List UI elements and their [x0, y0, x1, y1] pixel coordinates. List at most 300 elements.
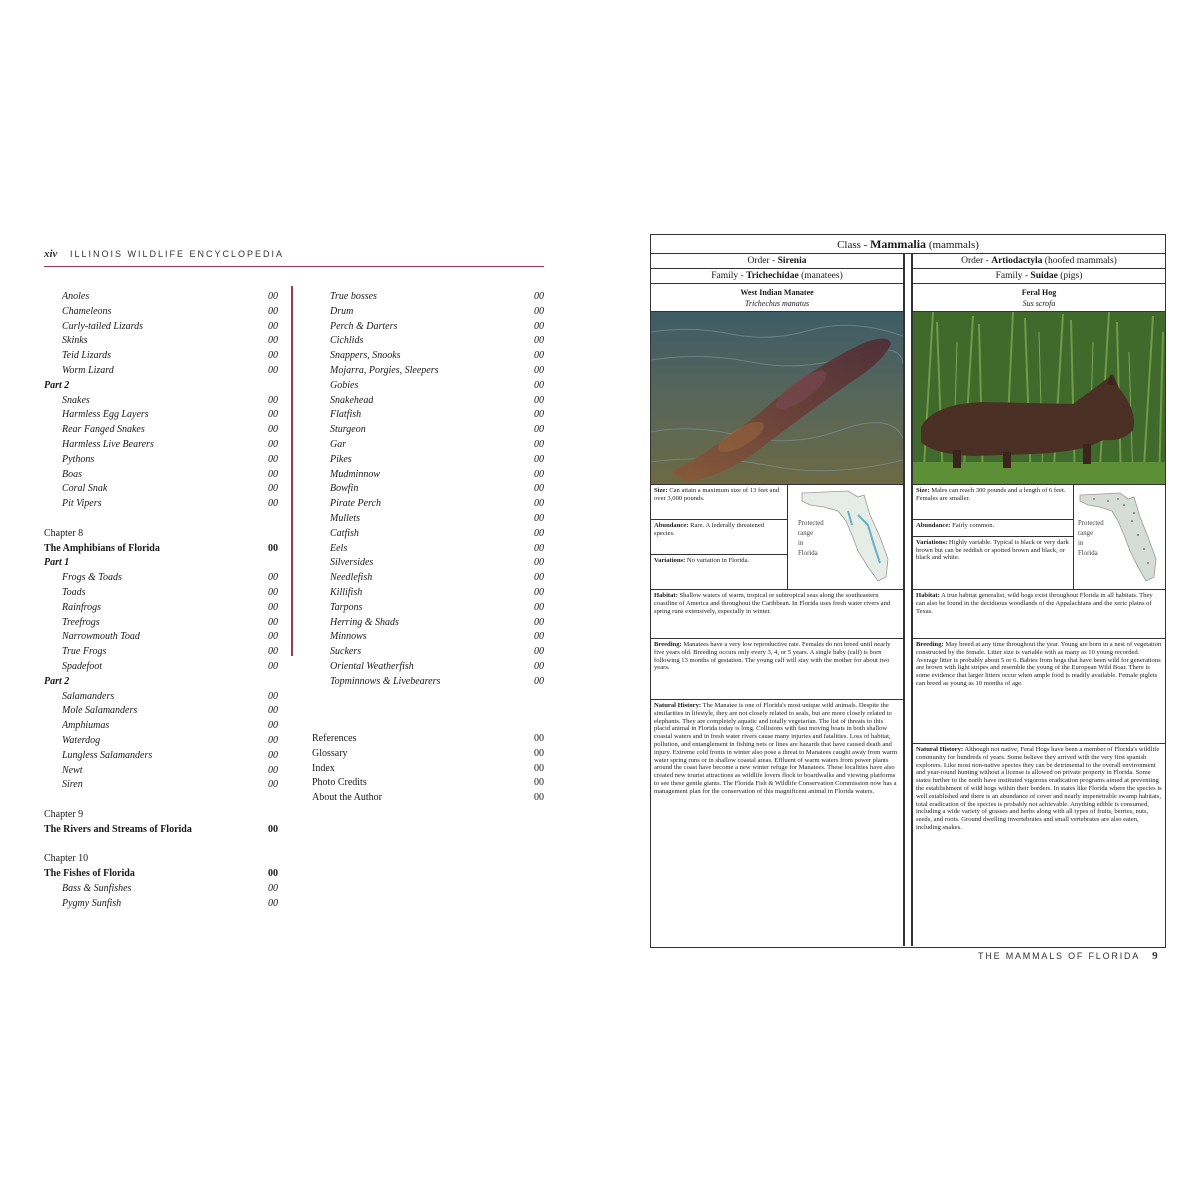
toc-entry-title: Mole Salamanders — [62, 705, 138, 717]
toc-entry-title: Salamanders — [62, 690, 115, 702]
toc-page-number: 00 — [268, 498, 278, 510]
toc-entry — [44, 601, 278, 616]
toc-page-number: 00 — [268, 572, 278, 584]
common-name: West Indian Manatee — [740, 288, 814, 297]
toc-entry-title: Treefrogs — [62, 616, 100, 628]
toc-entry — [44, 586, 278, 601]
toc-entry — [44, 305, 278, 320]
family-prefix: Family - — [995, 271, 1031, 281]
toc-entry-title: Glossary — [312, 747, 348, 759]
toc-column-3 — [312, 732, 544, 806]
toc-chapter-label — [44, 852, 278, 867]
toc-entry — [312, 542, 544, 557]
natural-history-section — [913, 744, 1165, 934]
toc-entry-title: Pit Vipers — [62, 498, 102, 510]
toc-entry — [44, 630, 278, 645]
toc-page-number: 00 — [534, 468, 544, 480]
natural-history-text: Although not native, Feral Hogs have been a member of Florida's wildlife community for hundreds of years. Some believe they arrived with the very first spanish explorers. Like most non-native species they can be detrimental to the overall environment and year-round hunting without a license is allowed on private property in Florida. Some states further to the north have instituted vigorous eradication programs aimed at preventing the establishment of wild hogs within their borders. In states like Florida where the species is well established and there is an abundance of cover and nearly impenetrable swamp habitats, total eradication of the species is probably not achievable. Anything edible is consumed, including a wide variety of grasses and herbs along with all types of fruits, berries, nuts, seeds, and roots. Ground dwelling invertebrates and small vertebrates are also eaten, including snakes. — [916, 746, 1162, 831]
toc-entry — [44, 364, 278, 379]
toc-entry-title: The Amphibians of Florida — [44, 542, 160, 554]
toc-page-number: 00 — [268, 586, 278, 598]
toc-entry — [44, 778, 278, 793]
species-column-manatee — [651, 254, 904, 946]
common-name: Feral Hog — [1021, 288, 1057, 297]
toc-entry — [312, 747, 544, 762]
breeding-section — [913, 639, 1165, 744]
running-header-left — [44, 248, 544, 267]
toc-entry-title: Part 2 — [44, 379, 70, 391]
family-common: (pigs) — [1057, 271, 1083, 281]
breeding-section — [651, 639, 903, 700]
range-map — [788, 485, 903, 589]
toc-entry-title: Bass & Sunfishes — [62, 882, 132, 894]
breeding-text: Manatees have a very low reproductive rate. Females do not breed until nearly five years old. Breeding occurs only every 3, 4, or 5 years. A single baby (calf) is born following 13 months of gestation. The young calf will stay with the mother for about two years. — [654, 641, 891, 672]
toc-entry-title: Newt — [62, 764, 83, 776]
toc-entry-title: Gobies — [330, 379, 359, 391]
toc-entry — [312, 732, 544, 747]
toc-page-number: 00 — [534, 675, 544, 687]
toc-entry-title: The Fishes of Florida — [44, 868, 135, 880]
toc-entry — [44, 334, 278, 349]
toc-entry — [44, 690, 278, 705]
toc-entry-title: Snakes — [62, 394, 90, 406]
toc-page-number: 00 — [268, 882, 278, 894]
toc-page-number: 00 — [534, 512, 544, 524]
size-label: Size: — [654, 487, 668, 494]
toc-entry-title: Amphiumas — [62, 720, 110, 732]
toc-page-number: 00 — [268, 734, 278, 746]
toc-entry-title: Mojarra, Porgies, Sleepers — [330, 364, 439, 376]
abundance-text: Fairly common. — [950, 522, 995, 529]
toc-entry-title: Lungless Salamanders — [62, 749, 153, 761]
class-prefix: Class - — [837, 239, 871, 251]
toc-entry — [44, 660, 278, 675]
toc-page-number: 00 — [534, 631, 544, 643]
toc-page-number: 00 — [534, 586, 544, 598]
toc-page-number: 00 — [268, 616, 278, 628]
toc-part-heading — [44, 379, 278, 394]
toc-entry — [312, 571, 544, 586]
toc-page-number: 00 — [534, 777, 544, 789]
family-common: (manatees) — [798, 271, 843, 281]
size-text: Males can reach 300 pounds and a length of 6 feet. Females are smaller. — [916, 487, 1066, 502]
toc-page-number: 00 — [534, 792, 544, 804]
toc-entry — [312, 349, 544, 364]
family-row — [651, 269, 903, 284]
toc-entry-title: Toads — [62, 586, 86, 598]
toc-entry-title: Silversides — [330, 557, 374, 569]
toc-entry — [44, 764, 278, 779]
family-name: Trichechidae — [746, 271, 799, 281]
toc-page-number: 00 — [268, 779, 278, 791]
size-label: Size: — [916, 487, 930, 494]
breeding-label: Breeding: — [654, 641, 682, 648]
toc-entry — [44, 482, 278, 497]
toc-spacer — [44, 512, 278, 527]
toc-page-number: 00 — [268, 690, 278, 702]
manatee-photo — [651, 312, 903, 485]
toc-entry-title: Siren — [62, 779, 83, 791]
toc-entry-title: Drum — [330, 305, 354, 317]
toc-entry — [44, 719, 278, 734]
toc-entry — [44, 734, 278, 749]
toc-chapter-label — [44, 527, 278, 542]
toc-entry — [312, 379, 544, 394]
toc-column-2 — [312, 290, 544, 690]
natural-history-section — [651, 700, 903, 930]
toc-column-1 — [44, 290, 278, 911]
toc-entry-title: Needlefish — [330, 572, 373, 584]
toc-entry-title: Oriental Weatherfish — [330, 660, 414, 672]
toc-spacer — [44, 837, 278, 852]
toc-page-number: 00 — [268, 350, 278, 362]
toc-entry-title: Part 2 — [44, 675, 70, 687]
toc-page-number: 00 — [268, 409, 278, 421]
toc-entry-title: Flatfish — [330, 409, 362, 421]
facts-block — [651, 485, 903, 590]
toc-entry-title: True bosses — [330, 291, 377, 302]
family-prefix: Family - — [711, 271, 747, 281]
toc-entry — [312, 334, 544, 349]
species-name-box — [913, 284, 1165, 312]
toc-part-heading — [44, 675, 278, 690]
order-row — [913, 254, 1165, 269]
column-divider — [904, 254, 912, 946]
toc-entry — [312, 408, 544, 423]
toc-entry — [312, 438, 544, 453]
toc-page-number: 00 — [268, 720, 278, 732]
species-column-feral-hog — [912, 254, 1165, 946]
toc-entry — [44, 290, 278, 305]
natural-history-label: Natural History: — [654, 702, 702, 709]
variations-label: Variations: — [654, 557, 686, 564]
toc-part-heading — [44, 556, 278, 571]
toc-entry — [312, 630, 544, 645]
toc-entry — [44, 320, 278, 335]
toc-chapter-label — [44, 808, 278, 823]
order-common: (hoofed mammals) — [1042, 256, 1117, 266]
abundance-label: Abundance: — [654, 522, 689, 529]
toc-entry — [312, 586, 544, 601]
toc-chapter-title — [44, 823, 278, 838]
toc-page-number: 00 — [534, 616, 544, 628]
toc-entry-title: Perch & Darters — [330, 320, 398, 332]
toc-entry — [312, 660, 544, 675]
toc-page-number: 00 — [534, 335, 544, 347]
toc-page-number: 00 — [268, 424, 278, 436]
toc-entry — [312, 290, 544, 305]
toc-entry-title: Herring & Shads — [330, 616, 399, 628]
toc-entry — [312, 675, 544, 690]
toc-entry — [312, 497, 544, 512]
toc-page-number: 00 — [268, 291, 278, 302]
toc-page-number: 00 — [534, 483, 544, 495]
toc-entry — [44, 468, 278, 483]
feral-hog-photo — [913, 312, 1165, 485]
toc-entry-title: Snappers, Snooks — [330, 350, 401, 362]
toc-page-number: 00 — [268, 705, 278, 717]
toc-entry-title: Index — [312, 762, 335, 774]
map-caption-line: Florida — [1078, 550, 1098, 557]
toc-entry-title: True Frogs — [62, 646, 107, 658]
toc-entry-title: Gar — [330, 438, 347, 450]
toc-entry-title: Narrowmouth Toad — [62, 631, 140, 643]
toc-page-number: 00 — [268, 601, 278, 613]
variations-text: Highly variable. Typical is black or very dark brown but can be reddish or spotted brown and black, or black and white. — [916, 539, 1069, 562]
toc-page-number: 00 — [268, 749, 278, 761]
variations-label: Variations: — [916, 539, 948, 546]
toc-entry-title: Killifish — [330, 586, 363, 598]
toc-entry — [312, 453, 544, 468]
toc-entry-title: Chapter 8 — [44, 527, 84, 539]
scientific-name: Trichechus manatus — [744, 299, 810, 308]
toc-entry-title: Harmless Live Bearers — [62, 438, 154, 450]
toc-page-number: 00 — [534, 379, 544, 391]
toc-entry-title: Harmless Egg Layers — [62, 409, 149, 421]
toc-entry-title: Pygmy Sunfish — [62, 897, 122, 909]
toc-entry — [312, 320, 544, 335]
toc-entry — [312, 601, 544, 616]
toc-entry — [312, 527, 544, 542]
toc-page-number: 00 — [534, 291, 544, 302]
map-caption-line: in — [798, 540, 804, 547]
map-caption — [1078, 519, 1104, 559]
toc-page-number: 00 — [268, 438, 278, 450]
toc-entry — [312, 556, 544, 571]
toc-entry — [312, 364, 544, 379]
toc-page-number: 00 — [268, 320, 278, 332]
class-heading — [651, 235, 1165, 254]
habitat-section — [651, 590, 903, 639]
page-number-left: xiv — [44, 248, 58, 260]
toc-entry — [312, 616, 544, 631]
toc-spacer — [44, 793, 278, 808]
facts-block — [913, 485, 1165, 590]
range-map — [1074, 485, 1165, 589]
toc-page-number: 00 — [534, 305, 544, 317]
abundance-fact — [651, 520, 787, 555]
order-prefix: Order - — [747, 256, 778, 266]
toc-entry — [44, 453, 278, 468]
map-caption-line: Florida — [798, 550, 818, 557]
toc-entry — [312, 305, 544, 320]
toc-entry-title: Suckers — [330, 646, 362, 658]
family-row — [913, 269, 1165, 284]
scientific-name: Sus scrofa — [1022, 299, 1056, 308]
toc-entry-title: Photo Credits — [312, 777, 367, 789]
toc-entry-title: Curly-tailed Lizards — [62, 320, 144, 332]
toc-entry — [312, 394, 544, 409]
size-fact — [913, 485, 1073, 520]
toc-page-number: 00 — [534, 733, 544, 744]
toc-page-number: 00 — [534, 572, 544, 584]
toc-page-number: 00 — [534, 747, 544, 759]
map-caption-line: Protected — [1078, 520, 1104, 527]
habitat-text: A true habitat generalist, wild hogs exist throughout Florida in all habitats. They can also be found in the deciduous woodlands of the Appalachians and the xeric plains of Texas. — [916, 592, 1153, 615]
toc-page-number: 00 — [268, 453, 278, 465]
order-row — [651, 254, 903, 269]
toc-page-number: 00 — [268, 868, 278, 880]
toc-entry — [312, 645, 544, 660]
toc-entry-title: Teid Lizards — [62, 350, 112, 362]
order-prefix: Order - — [961, 256, 992, 266]
toc-entry-title: Chapter 9 — [44, 808, 84, 820]
toc-entry — [44, 394, 278, 409]
toc-entry-title: Chapter 10 — [44, 853, 89, 865]
running-head-title: ILLINOIS WILDLIFE ENCYCLOPEDIA — [69, 249, 285, 259]
toc-entry-title: Catfish — [330, 527, 359, 539]
toc-page-number: 00 — [268, 823, 278, 835]
toc-page-number: 00 — [534, 542, 544, 554]
toc-entry — [312, 762, 544, 777]
toc-page-number: 00 — [534, 350, 544, 362]
toc-page-number: 00 — [268, 660, 278, 672]
toc-entry — [312, 423, 544, 438]
footer-title: THE MAMMALS OF FLORIDA — [978, 951, 1141, 961]
map-caption-line: range — [1078, 530, 1094, 537]
map-caption-line: range — [798, 530, 814, 537]
toc-page-number: 00 — [268, 542, 278, 554]
toc-entry — [44, 438, 278, 453]
toc-page-number: 00 — [268, 468, 278, 480]
toc-entry-title: Bowfin — [330, 483, 359, 495]
toc-entry — [44, 645, 278, 660]
natural-history-text: The Manatee is one of Florida's most unique wild animals. Despite the similarities in lifestyle, they are not closely related to seals, but are more closely related to elephants. They are completely aquatic and totally vegetarian. The list of threats to this placid animal in Florida today is long. Collisions with fast moving boats in both shallow coastal waters and in fresh water rivers cause many injuries and fatalities. Loss of habitat, pollution, and entanglement in fishing nets or lines are hazards that have caused death and injury. Extreme cold fronts in winter also pose a threat to Manatees caught away from warm water spring runs or in shallow coastal areas. Effluent of warm waters from power plants around the coast have become a new winter refuge for Manatees. These localities have also created new tourist attractions as wildlife lovers flock to boardwalks and viewing platforms to see these gentle giants. The Florida Fish & Wildlife Conservation Commission now has a management plan for the conservation of this magnificent animal in Florida waters. — [654, 702, 898, 795]
toc-entry — [312, 482, 544, 497]
toc-page-number: 00 — [268, 764, 278, 776]
running-footer-right — [978, 950, 1158, 962]
toc-entry-title: About the Author — [312, 792, 382, 804]
page-number-right: 9 — [1152, 950, 1158, 962]
toc-entry — [44, 408, 278, 423]
map-caption-line: Protected — [798, 520, 824, 527]
variations-fact — [913, 537, 1073, 564]
toc-entry-title: Mudminnow — [330, 468, 380, 480]
breeding-label: Breeding: — [916, 641, 944, 648]
abundance-text: Rare. A federally threatened species. — [654, 522, 765, 537]
variations-text: No variation in Florida. — [685, 557, 750, 564]
toc-entry-title: Minnows — [330, 631, 367, 643]
size-fact — [651, 485, 787, 520]
toc-entry — [44, 571, 278, 586]
toc-page-number: 00 — [534, 557, 544, 569]
species-page — [650, 234, 1166, 948]
toc-page-number: 00 — [534, 424, 544, 436]
toc-entry-title: Topminnows & Livebearers — [330, 675, 441, 687]
toc-page-number: 00 — [534, 498, 544, 510]
toc-entry-title: Coral Snak — [62, 483, 108, 495]
species-name-box — [651, 284, 903, 312]
toc-entry — [312, 468, 544, 483]
habitat-text: Shallow waters of warm, tropical or subtropical seas along the southeastern coastline of America and throughout the Caribbean. In Florida uses fresh water rivers and spring runs extensively, especially in winter. — [654, 592, 891, 615]
abundance-label: Abundance: — [916, 522, 951, 529]
toc-entry — [312, 776, 544, 791]
toc-entry-title: Rear Fanged Snakes — [62, 424, 145, 436]
class-common: (mammals) — [926, 239, 979, 251]
toc-entry — [44, 423, 278, 438]
toc-entry-title: Pythons — [62, 453, 95, 465]
order-name: Sirenia — [777, 256, 807, 266]
family-name: Suidae — [1030, 271, 1058, 281]
toc-entry — [44, 749, 278, 764]
habitat-section — [913, 590, 1165, 639]
natural-history-label: Natural History: — [916, 746, 964, 753]
toc-page-number: 00 — [268, 394, 278, 406]
toc-entry-title: Part 1 — [44, 557, 70, 569]
toc-entry — [44, 897, 278, 912]
toc-entry-title: Sturgeon — [330, 424, 366, 436]
toc-entry — [312, 512, 544, 527]
toc-entry-title: Frogs & Toads — [62, 572, 122, 584]
toc-entry-title: Anoles — [62, 291, 90, 302]
toc-entry-title: Waterdog — [62, 734, 101, 746]
habitat-label: Habitat: — [916, 592, 940, 599]
toc-entry-title: Pirate Perch — [330, 498, 382, 510]
toc-page-number: 00 — [534, 660, 544, 672]
variations-fact — [651, 555, 787, 567]
toc-entry — [44, 497, 278, 512]
toc-page-number: 00 — [534, 320, 544, 332]
toc-entry — [44, 616, 278, 631]
toc-page-number: 00 — [268, 646, 278, 658]
toc-page-number: 00 — [534, 364, 544, 376]
class-name: Mammalia — [870, 237, 927, 251]
toc-entry-title: Snakehead — [330, 394, 374, 406]
size-text: Can attain a maximum size of 13 feet and over 3,000 pounds. — [654, 487, 780, 502]
toc-page-number: 00 — [268, 305, 278, 317]
toc-page-number: 00 — [268, 897, 278, 909]
toc-entry-title: References — [312, 733, 357, 744]
toc-entry-title: Spadefoot — [62, 660, 102, 672]
toc-page-number: 00 — [534, 453, 544, 465]
toc-page-number: 00 — [534, 409, 544, 421]
breeding-text: May breed at any time throughout the year. Young are born in a nest of vegetation constructed by the female. Litter size is variable with as many as 10 young recorded. Average litter is probably about 5 or 6. Babies from hogs that have been wild for generations are brown with light stripes and resemble the young of the European Wild Boar. There is some evidence that larger litters occur when ample food is readily available. Female piglets can breed as young as 10 months of age. — [916, 641, 1162, 687]
toc-entry — [44, 349, 278, 364]
toc-entry-title: The Rivers and Streams of Florida — [44, 823, 192, 835]
toc-page-number: 00 — [534, 762, 544, 774]
toc-page-number: 00 — [268, 364, 278, 376]
toc-entry-title: Worm Lizard — [62, 364, 114, 376]
toc-entry-title: Pikes — [330, 453, 352, 465]
column-rule — [291, 286, 293, 656]
toc-entry-title: Tarpons — [330, 601, 363, 613]
map-caption — [798, 519, 824, 559]
toc-page-number: 00 — [268, 483, 278, 495]
abundance-fact — [913, 520, 1073, 537]
toc-chapter-title — [44, 542, 278, 557]
toc-entry — [312, 791, 544, 806]
toc-entry-title: Cichlids — [330, 335, 364, 347]
toc-entry-title: Rainfrogs — [62, 601, 102, 613]
toc-entry-title: Boas — [62, 468, 82, 480]
toc-entry — [44, 882, 278, 897]
toc-chapter-title — [44, 867, 278, 882]
map-caption-line: in — [1078, 540, 1084, 547]
toc-page-number: 00 — [268, 335, 278, 347]
toc-page-number: 00 — [534, 527, 544, 539]
habitat-label: Habitat: — [654, 592, 678, 599]
toc-entry-title: Mullets — [330, 512, 360, 524]
toc-page-number: 00 — [534, 646, 544, 658]
toc-entry — [44, 704, 278, 719]
toc-entry-title: Skinks — [62, 335, 88, 347]
toc-page-number: 00 — [534, 394, 544, 406]
order-name: Artiodactyla — [991, 256, 1043, 266]
toc-entry-title: Chameleons — [62, 305, 112, 317]
toc-page-number: 00 — [534, 601, 544, 613]
toc-entry-title: Eels — [330, 542, 348, 554]
toc-page-number: 00 — [268, 631, 278, 643]
